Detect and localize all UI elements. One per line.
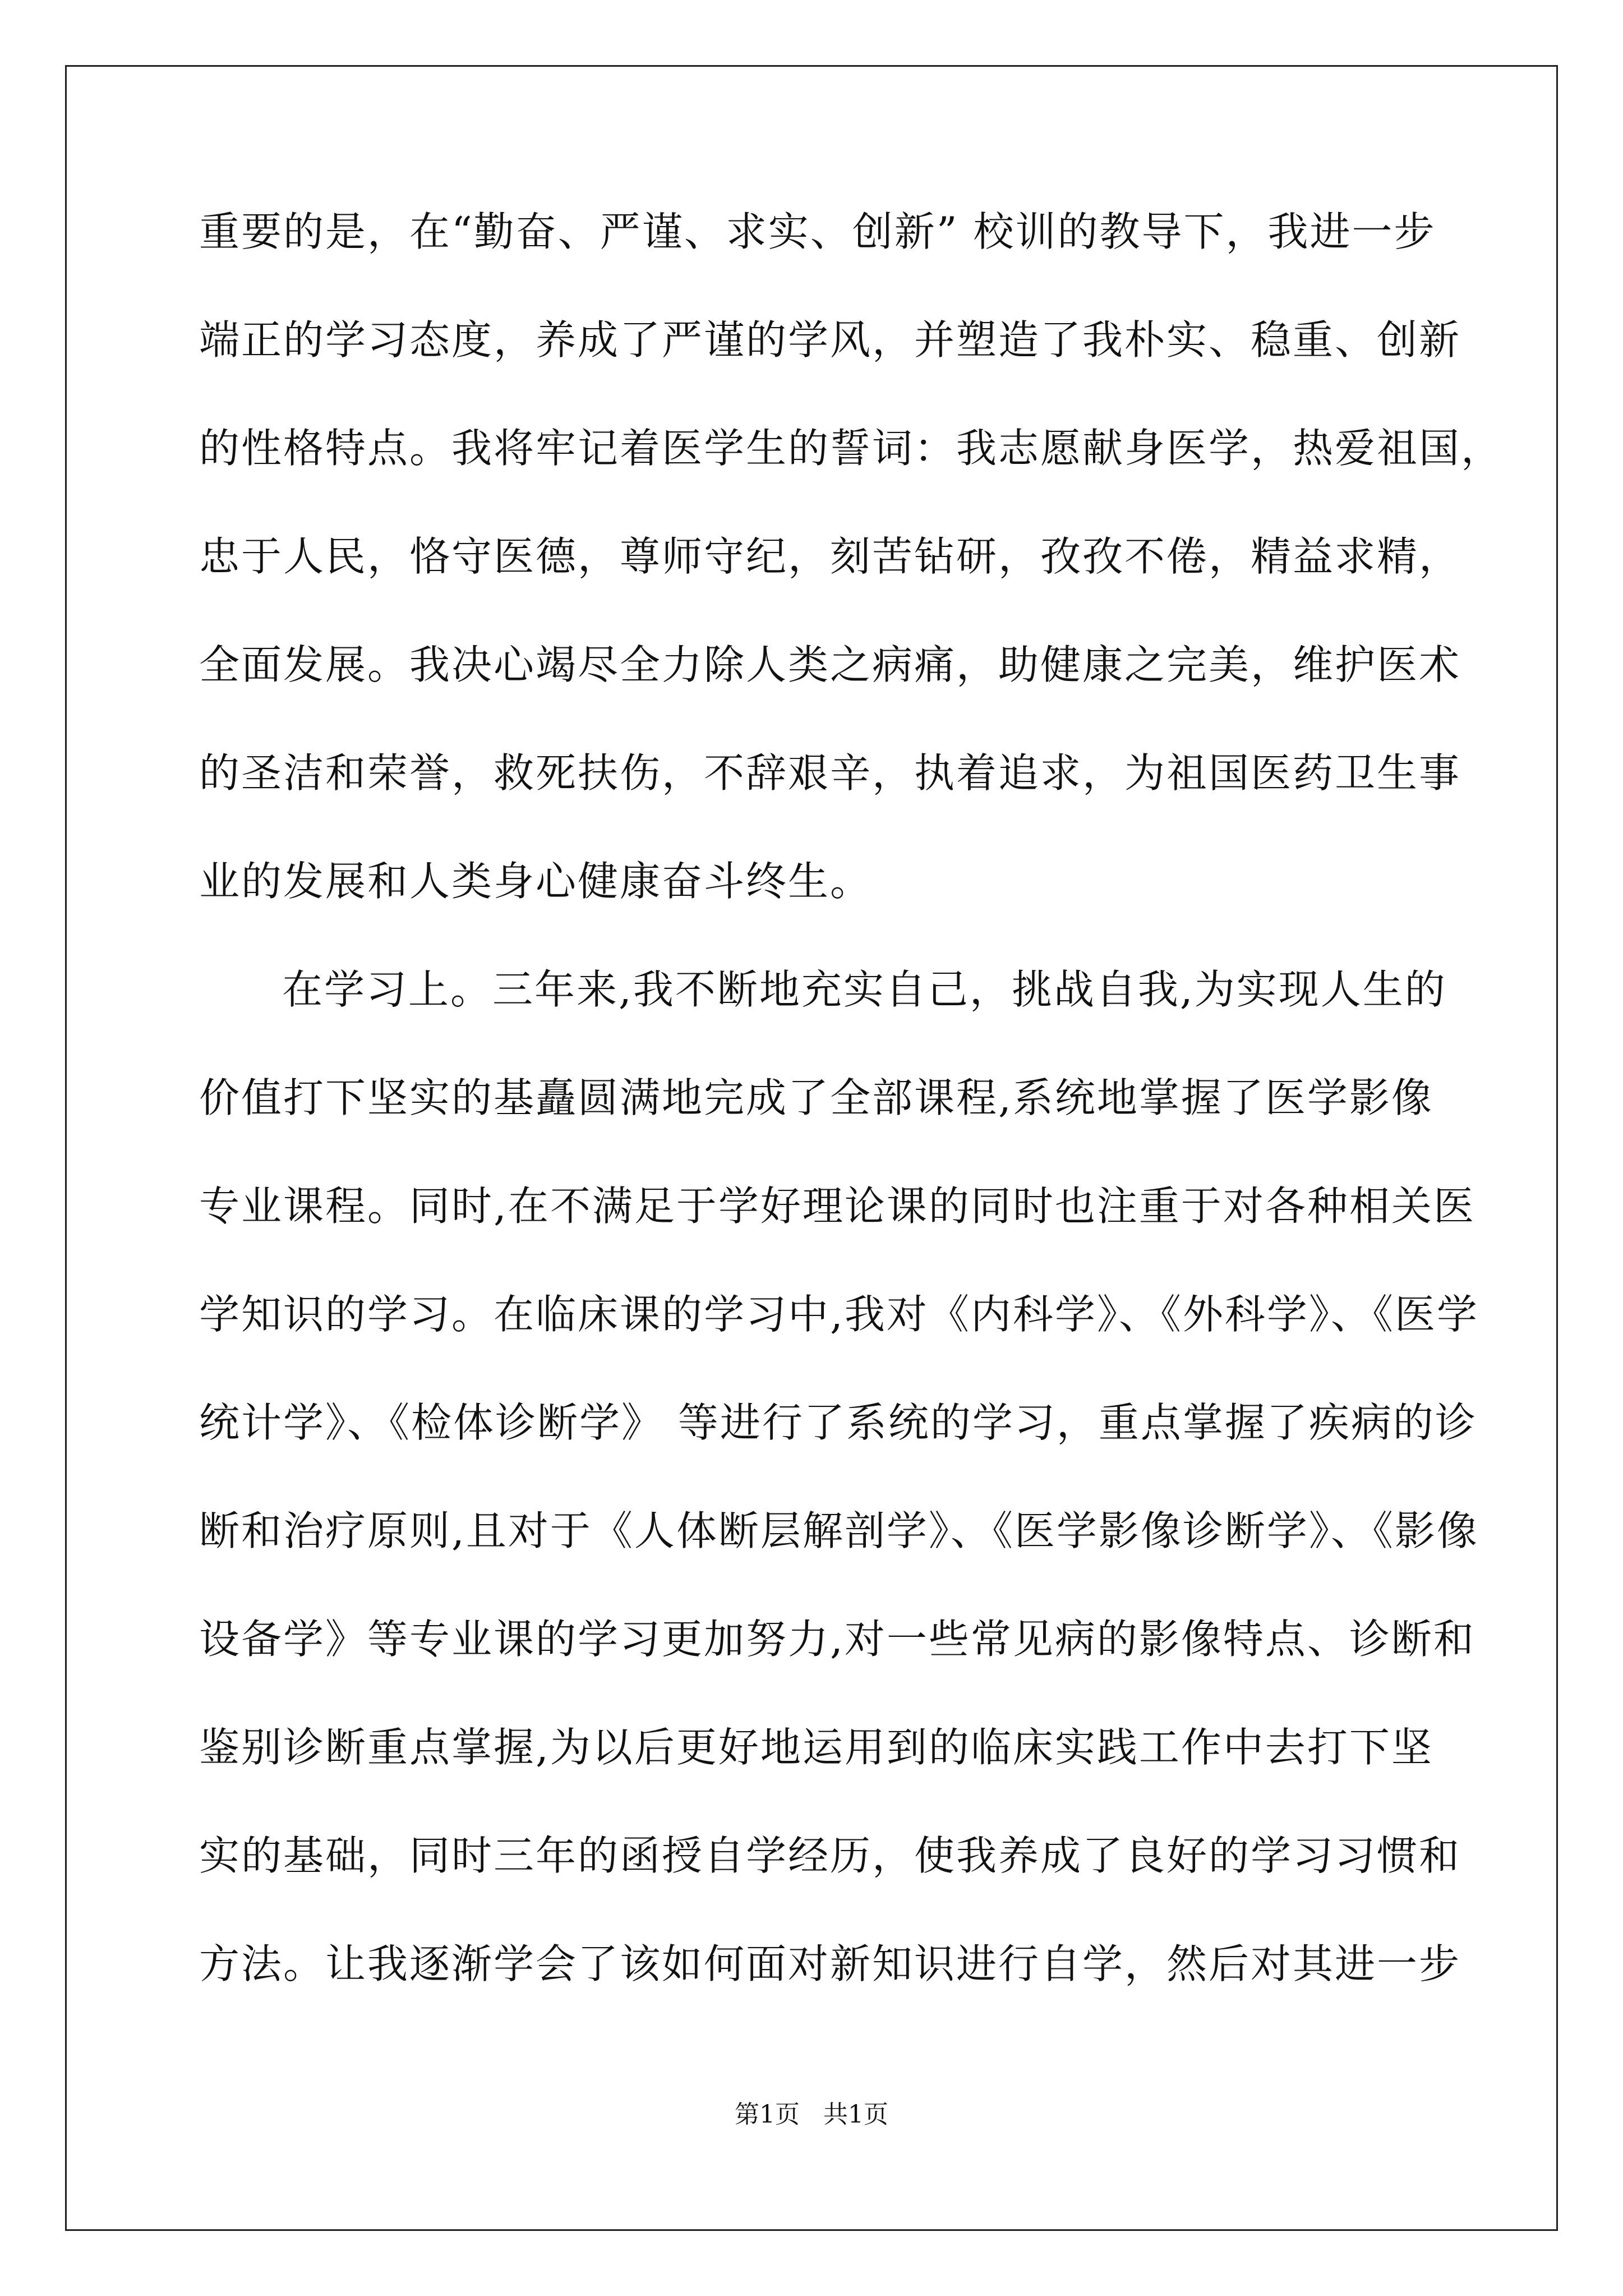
paragraph-line: 忠于人民，恪守医德，尊师守纪，刻苦钻研，孜孜不倦，精益求精， (199, 533, 1461, 580)
paragraph-line: 设备学》等专业课的学习更加努力,对一些常见病的影像特点、诊断和 (199, 1616, 1476, 1663)
paragraph-line: 的圣洁和荣誉，救死扶伤，不辞艰辛，执着追求，为祖国医药卫生事 (199, 749, 1461, 797)
paragraph-line: 实的基础，同时三年的函授自学经历，使我养成了良好的学习习惯和 (199, 1832, 1461, 1879)
paragraph-line: 断和治疗原则,且对于《人体断层解剖学》、《医学影像诊断学》、《影像 (199, 1507, 1479, 1554)
paragraph-line: 端正的学习态度，养成了严谨的学风，并塑造了我朴实、稳重、创新 (199, 316, 1461, 364)
paragraph-line: 鉴别诊断重点掌握,为以后更好地运用到的临床实践工作中去打下坚 (199, 1724, 1433, 1771)
paragraph-line: 全面发展。我决心竭尽全力除人类之病痛，助健康之完美，维护医术 (199, 641, 1461, 688)
paragraph-line: 业的发展和人类身心健康奋斗终生。 (199, 858, 873, 905)
paragraph-line: 价值打下坚实的基矗圆满地完成了全部课程,系统地掌握了医学影像 (199, 1074, 1433, 1121)
paragraph-line: 方法。让我逐渐学会了该如何面对新知识进行自学，然后对其进一步 (199, 1940, 1461, 1987)
paragraph-first-line: 在学习上。三年来,我不断地充实自己，挑战自我,为实现人生的 (282, 966, 1447, 1013)
paragraph-line: 专业课程。同时,在不满足于学好理论课的同时也注重于对各种相关医 (199, 1182, 1476, 1230)
paragraph-line: 学知识的学习。在临床课的学习中,我对《内科学》、《外科学》、《医学 (199, 1291, 1479, 1338)
paragraph-line: 的性格特点。我将牢记着医学生的誓词：我志愿献身医学，热爱祖国， (199, 425, 1504, 472)
paragraph-line: 统计学》、《检体诊断学》 等进行了系统的学习，重点掌握了疾病的诊 (199, 1399, 1477, 1446)
page-number-footer: 第1页 共1页 (735, 2100, 888, 2129)
paragraph-line: 重要的是，在“勤奋、严谨、求实、创新” 校训的教导下，我进一步 (199, 208, 1436, 255)
page-border (65, 65, 1558, 2231)
